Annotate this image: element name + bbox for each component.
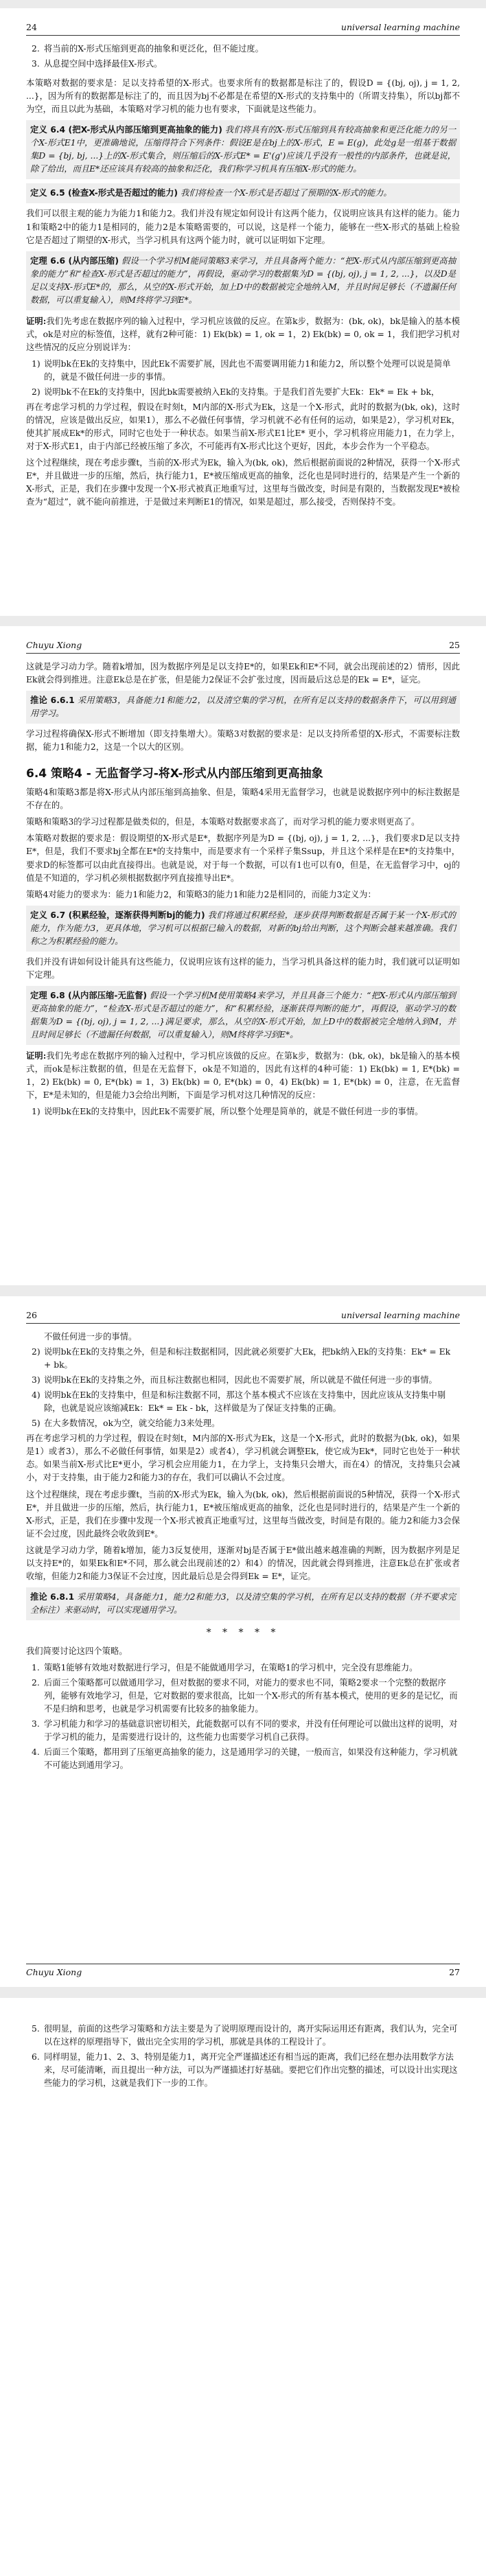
paragraph: 再在考虑学习机的力学过程，假设在时刻t，M内部的X-形式为Ek，这是一个X-形式，此时的数据为(bk, ok)，如果是1）或者3），那么不必做任何事情，如果是2）或者4），学习机就会调整Ek，使它成为Ek*，同时它也处于一种状态。如果当前X-形式比E*更小，学习机会应用能力1，在力学上，支持集只会增大，而在4）的情况，支持集只会减小，对于支持集，由于能力2和能力3的存在，我们可以确认不会过度。 (26, 1434, 460, 1483)
list-item: 2. 后面三个策略都可以做通用学习，但对数据的要求不同，对能力的要求也不同，策略2要求一个完整的数据序列，能够有效地学习，但是，它对数据的要求很高，比如一个X-形式的所有基本模式，使用的更多的是记忆，而不是归纳和思考，也就是学习机需要有比较多的抽象能力。 (32, 1678, 458, 1714)
theorem-box (26, 986, 460, 1045)
list-item: 6. 同样明显，能力1、2、3、特别是能力1，离开完全严谨描述还有相当远的距离，我们已经在想办法用数学方法来，尽可能清晰，而且提出一种方法，可以为严谨描述打好基础。要把它们作出完整的描述，可以设计出实现这些能力的学习机，这就是我们下一步的工作。 (32, 2052, 458, 2089)
page-27 (0, 1998, 486, 2576)
list-item: 3. 从息提空间中选择最佳X-形式。 (32, 59, 163, 69)
theorem-body: 假设一个学习机M使用策略4来学习，并且具备三个能力：“把X-形式从内部压缩到更高抽象的能力”，“检查X-形式是否超过的能力”，和“积累经验，逐渐获得判断的能力”，再假设，驱动学习的数据集为D = {(bj, oj), j = 1, 2, ...}满足要求，那么，从空的X-形式开始，加上D中的数据被完全地纳入到M，并且时间足够长（不遗漏任何数据，可以重复输入），则M终将学习到E*。 (30, 990, 456, 1040)
page-header (26, 626, 460, 654)
list-item: 2) 说明bk不在Ek的支持集中，因此bk需要被纳入Ek的支持集。于是我们首先要扩大Ek：Ek* = Ek + bk， (32, 387, 440, 398)
definition-box (26, 183, 460, 203)
running-title: universal learning machine (340, 1310, 460, 1320)
page-number: 25 (449, 640, 460, 650)
corollary-title: 推论 6.8.1 (30, 1591, 75, 1602)
page-25 (0, 626, 486, 1285)
definition-title: 定义 6.7 (积累经验，逐渐获得判断bj的能力) (30, 910, 205, 920)
paragraph: 这就是学习动力学，随着k增加，能力3反复使用，逐渐对bj是否属于E*做出越来越准确的判断，因为数据序列是足以支持E*的，如果Ek和E*不同，那么就会出现前述的2）和4）的情况，因此就会得到推进，注意Ek总在扩张或者收缩，但能力2和能力3保证不会过度，因此最后总是会得到Ek = E*，证完。 (26, 1545, 460, 1581)
page-number: 26 (26, 1310, 37, 1320)
list-item: 3. 学习机能力和学习的基础意识密切相关，此能数据可以有不同的要求，并没有任何理论可以做出这样的说明，对于学习机的能力，是需要进行设计的，这些能力也需要学习机自己获得。 (32, 1719, 458, 1743)
page-header (26, 8, 460, 36)
definition-body: 我们将具有的X-形式压缩到具有较高抽象和更泛化能力的另一个X-形式E1中，更准确地说，压缩得符合下列条件：假设E是在bj上的X-形式，E = E(g)，此处g是一组基于数据集D = {bj, bj, ...}上的X-形式集合，则压缩后的X-形式E* = E'(g')应该几乎没有一般性的内部条件，也就是说，除了给出，而且E*还应该具有较高的抽象和泛化，我们称学习机具有压缩X-形式的能力。 (30, 125, 456, 174)
paragraph: 这就是学习动力学。随着k增加，因为数据序列是足以支持E*的，如果Ek和E*不同，就会出现前述的2）情形，因此Ek就会得到推进。注意Ek总是在扩张，但是能力2保证不会扩张过度，因而最后这总是的Ek = E*，证完。 (26, 662, 460, 685)
theorem-title: 定理 6.8 (从内部压缩-无监督) (30, 990, 148, 1000)
list-item: 5) 在大多数情况，ok为空，就交给能力3来处理。 (32, 1418, 220, 1429)
list-item: 1) 说明bk在Ek的支持集中，因此Ek不需要扩展，所以整个处理是简单的，就是不做任何进一步的事情。 (32, 1107, 424, 1117)
list-item: 5. 很明显，前面的这些学习策略和方法主要是为了说明原理而设计的，离开实际运用还有距离，我们认为，完全可以在这样的原理指导下，做出完全实用的学习机，那就是具体的工程设计了。 (32, 2024, 458, 2047)
corollary-body: 采用策略3，具备能力1和能力2，以及清空集的学习机，在所有足以支持的数据条件下，可以用到通用学习。 (30, 695, 456, 719)
paragraph: 策略4对能力的要求为：能力1和能力2，和策略3的能力1和能力2是相同的，而能力3定义为： (26, 889, 376, 899)
paragraph: 策略和策略3的学习过程都是做类似的，但是，本策略对数据要求高了，而对学习机的能力要求则更高了。 (26, 817, 420, 827)
page-24 (0, 8, 486, 616)
paragraph: 本策略对数据的要求是：假设期望的X-形式是E*，数据序列是为D = {(bj, oj), j = 1, 2, ...}，我们要求D足以支持E*，但是，我们不要求bj全都在E*的支持集中，而是要求有一个采样子集Ssup，并且这个采样是在E*的支持集中，要求D的标签都可以由此直接得出。也就是说，对于每一个数据，可以有1也可以有0，但是，在无监督学习中，oj的值是不知道的，学习机必须根据数据序列直接推导出E*。 (26, 833, 460, 883)
definition-body: 我们将检查一个X-形式是否超过了预期的X-形式的能力。 (180, 188, 392, 198)
running-author: Chuyu Xiong (26, 640, 82, 650)
list-item: 2) 说明bk在Ek的支持集之外，但是和标注数据相同，因此就必须要扩大Ek，把bk纳入Ek的支持集：Ek* = Ek + bk。 (32, 1347, 451, 1370)
definition-title: 定义 6.5 (检查X-形式是否超过的能力) (30, 188, 178, 198)
list-item: 4. 后面三个策略，都用到了压缩更高抽象的能力，这是通用学习的关键，一般而言，如果没有这种能力，学习机就不可能达到通用学习。 (32, 1747, 458, 1771)
page-number: 27 (449, 1967, 460, 1977)
list-item: 3) 说明bk在Ek的支持集之外，而且标注数据也相同，因此也不需要扩展，所以就是不做任何进一步的事情。 (32, 1375, 437, 1385)
list-item: 不做任何进一步的事情。 (44, 1332, 137, 1342)
paragraph: 策略4和策略3都是将X-形式从内部压缩到高抽象、但是，策略4采用无监督学习，也就是说数据序列中的标注数据是不存在的。 (26, 787, 460, 811)
list-item: 1. 策略1能够有效地对数据进行学习，但是不能做通用学习，在策略1的学习机中，完全没有思维能力。 (32, 1662, 418, 1672)
paragraph: 我们并没有讲如何设计能具有这些能力，仅说明应该有这样的能力，当学习机具备这样的能力时，我们就可以证明如下定理。 (26, 956, 460, 980)
section-separator: * * * * * (206, 1626, 280, 1638)
paragraph: 这个过程继续，现在考虑步骤t，当前的X-形式为Ek，输入为(bk, ok)，然后根据前面说的2种情况，获得一个X-形式E*，并且做进一步的压缩，然后，执行能力1，E*被压缩成更高的抽象，泛化也是同时进行的，结果是产生一个新的X-形式，正是，我们在步骤中发现一个X-形式被真正地重写过，这里每当做改变，时间是有限的，当数据发现E*被检查为“超过”，就不能向前推进，于是做过来判断E1的情况，如果是超过，那么接受，否则保持不变。 (26, 458, 460, 507)
definition-box (26, 120, 460, 179)
section-title: 6.4 策略4 - 无监督学习-将X-形式从内部压缩到更高抽象 (26, 767, 323, 781)
page-footer (26, 1964, 460, 1977)
page-number: 24 (26, 22, 37, 32)
paragraph: 再在考虑学习机的力学过程，假设在时刻t，M内部的X-形式为Ek，这是一个X-形式，此时的数据为(bk, ok)，这时的情况，应该是做出反应，如果1），那么不必做任何事情，学习机就不必有任何的运动，如果是2），学习机对Ek，使其扩展成Ek*的形式，同时它也处于一种状态。如果当前X-形式E1比E* 更小，学习机将应用能力1，在力学上，对于X-形式E1，由于内部已经被压缩了多次，不可能再有X-形式比这个更好，因此，本步会作为一个平稳态。 (26, 402, 460, 452)
list-item: 1) 说明bk在Ek的支持集中，因此Ek不需要扩展，因此也不需要调用能力1和能力2，所以整个处理可以说是简单的，就是不做任何进一步的事情。 (32, 358, 451, 382)
corollary-title: 推论 6.6.1 (30, 695, 75, 706)
page-header (26, 1296, 460, 1324)
footer-author: Chuyu Xiong (26, 1967, 82, 1977)
page-26 (0, 1296, 486, 1987)
paragraph: 学习过程将确保X-形式不断增加（即支持集增大）。策略3对数据的要求是：足以支持所希望的X-形式，不需要标注数据，能力1和能力2，这是一个以大的区别。 (26, 729, 460, 752)
corollary-box (26, 1587, 460, 1620)
proof-paragraph: 证明:我们先考虑在数据序列的输入过程中，学习机应该做的反应。在第k步，数据为：(bk, ok)，bk是输入的基本模式，而ok是标注数据的值，但是在无监督下，ok是不知道的，因此有这样的4种可能：1) Ek(bk) = 1, E*(bk) = 1，2) Ek(bk) = 0, E*(bk) = 1，3) Ek(bk) = 0, E*(bk) = 0，4) Ek(bk) = 1, E*(bk) = 0，注意，在无监督下，E*是未知的，但是能力3会给出判断，下面是学习机对这几种情况的反应： (26, 1050, 460, 1101)
proof-paragraph: 证明:我们先考虑在数据序列的输入过程中，学习机应该做的反应。在第k步，数据为：(bk, ok)，bk是输入的基本模式，ok是对应的标签值，这样，就有2种可能：1) Ek(bk) = 1, ok = 1，2) Ek(bk) = 0, ok = 1，我们把学习机对这些情况的反应分别说详为： (26, 315, 460, 352)
list-item: 2. 将当前的X-形式压缩到更高的抽象和更泛化，但不能过度。 (32, 44, 264, 54)
definition-title: 定义 6.4 (把X-形式从内部压缩到更高抽象的能力) (30, 125, 222, 135)
paragraph: 我们简要讨论这四个策略。 (26, 1646, 128, 1656)
paragraph: 我们可以很主观的能力为能力1和能力2。我们并没有规定如何设计有这两个能力，仅说明应该具有这样的能力。能力1和策略2中的能力1是相同的，能力2是本策略需要的，可以说，这是样一个能力，能够在一些X-形式的基础上检验它是否超过了期望的X-形式，当学习机具有这两个能力时，就可以证明如下定理。 (26, 209, 460, 245)
corollary-box (26, 691, 460, 724)
corollary-body: 采用策略4，具备能力1，能力2和能力3，以及清空集的学习机，在所有足以支持的数据（并不要求完全标注）来驱动时，可以实现通用学习。 (30, 1591, 456, 1615)
theorem-box (26, 251, 460, 310)
list-item: 4) 说明bk在Ek的支持集中，但是和标注数据不同，那这个基本模式不应该在支持集中，因此应该从支持集中剔除，也就是说应该缩减Ek：Ek* = Ek - bk，这样做是为了保证支持集的正确。 (32, 1390, 446, 1414)
paragraph: 这个过程继续，现在考虑步骤t，当前的X-形式为Ek，输入为(bk, ok)，然后根据前面说的5种情况，获得一个X-形式E*，并且做进一步的压缩，然后，执行能力1，E*被压缩成更高的抽象，泛化也是同时进行的，结果是产生一个新的X-形式，正是，我们在步骤中发现一个X-形式被真正地重写过，这里每当做改变，时间是有限的。能力2和能力3会保证不会过度，因此最终会收敛到E*。 (26, 1489, 460, 1539)
theorem-body: 假设一个学习机M能同策略3来学习，并且具备两个能力：“把X-形式从内部压缩到更高抽象的能力”和“检查X-形式是否超过的能力”，再假设，驱动学习的数据集为D = {(bj, oj), j = 1, 2, ...}，以及D是足以支持X-形式E*的，那么，从空的X-形式开始，加上D中的数据被完全地纳入M，并且时间足够长（不遗漏任何数据，可以重复输入），则M终将学习到E*。 (30, 255, 456, 305)
paragraph: 本策略对数据的要求是：足以支持希望的X-形式。也要求所有的数据都是标注了的，假设D = {(bj, oj), j = 1, 2, ...}，因为所有的数据都是标注了的，而且因为bj不必都是在希望的X-形式的支持集中的（所谓支持集），所以bj都不为空，而且以此为基础，本策略对学习机的能力也有要求，下面就是这些能力。 (26, 78, 460, 115)
definition-box (26, 906, 460, 952)
running-title: universal learning machine (340, 22, 460, 32)
theorem-title: 定理 6.6 (从内部压缩) (30, 255, 119, 266)
definition-body: 我们将通过积累经验，逐步获得判断数据是否属于某一个X-形式的能力，作为能力3，更具体地，学习机可以根据已输入的数据，对新的bj给出判断，这个判断会越来越准确。我们称之为积累经验的能力。 (30, 910, 456, 946)
